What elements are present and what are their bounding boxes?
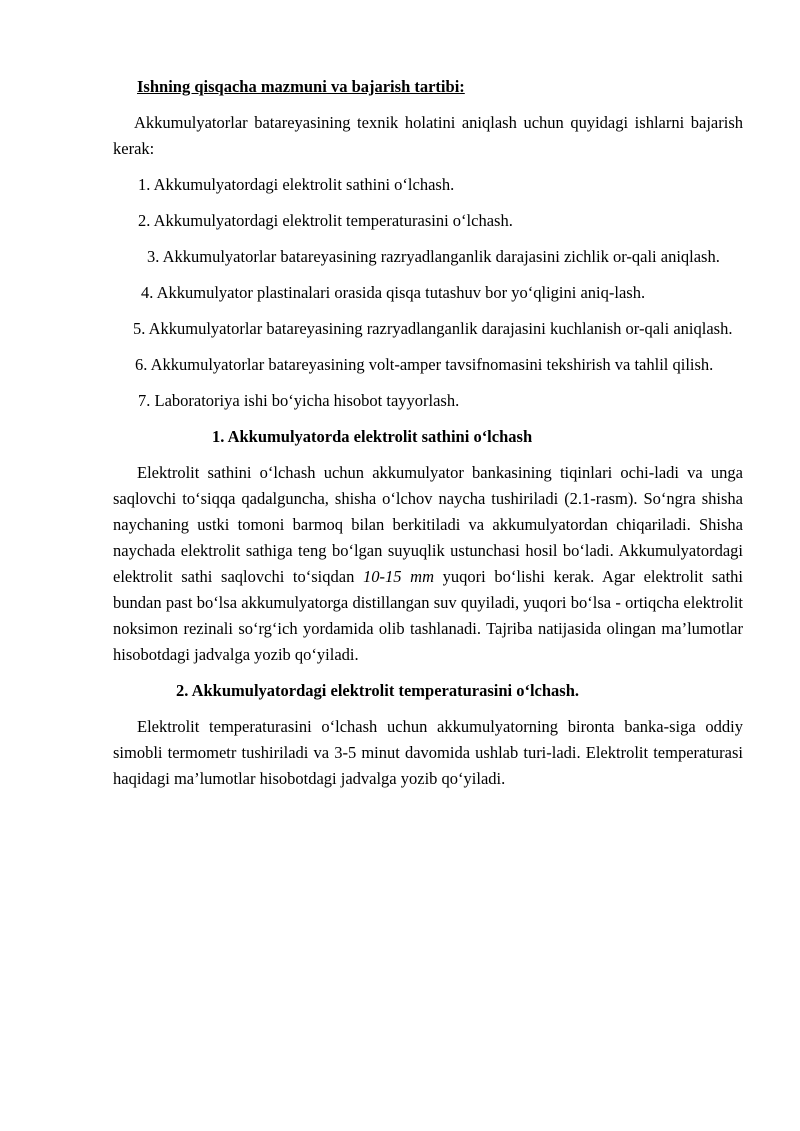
document-page	[113, 74, 743, 792]
list-item: 4. Akkumulyator plastinalari orasida qisqa tutashuv bor yo‘qligini aniq-lash.	[141, 283, 646, 302]
section-1-text-before: Elektrolit sathini o‘lchash uchun akkumulyator bankasining tiqinlari ochi-ladi va unga saqlovchi to‘siqqa qadalguncha, shisha o‘lchov naycha tushiriladi (2.1-rasm). So‘ngra shisha naychaning ustki tomoni barmoq bilan berkitiladi va akkumulyatordan chiqariladi. Shisha naychada elektrolit sathiga teng bo‘lgan suyuqlik ustunchasi hosil bo‘ladi. Akkumulyatordagi elektrolit sathi saqlovchi to‘siqdan	[113, 463, 743, 586]
section-2-paragraph: Elektrolit temperaturasini o‘lchash uchun akkumulyatorning bironta banka-siga oddiy simobli termometr tushiriladi va 3-5 minut davomida ushlab turi-ladi. Elektrolit temperaturasi haqidagi ma’lumotlar hisobotdagi jadvalga yozib qo‘yiladi.	[113, 717, 743, 788]
list-item: 2. Akkumulyatordagi elektrolit temperaturasini o‘lchash.	[138, 211, 513, 230]
page-title: Ishning qisqacha mazmuni va bajarish tartibi:	[137, 77, 465, 96]
section-1-measure: 10-15 mm	[363, 567, 434, 586]
list-item: 6. Akkumulyatorlar batareyasining volt-amper tavsifnomasini tekshirish va tahlil qilish.	[135, 355, 714, 374]
list-item: 1. Akkumulyatordagi elektrolit sathini o‘lchash.	[138, 175, 455, 194]
section-heading-2: 2. Akkumulyatordagi elektrolit temperaturasini o‘lchash.	[176, 681, 580, 700]
list-item: 5. Akkumulyatorlar batareyasining razryadlanganlik darajasini kuchlanish or-qali aniqlash.	[133, 319, 733, 338]
section-1-paragraph	[113, 460, 743, 668]
intro-paragraph: Akkumulyatorlar batareyasining texnik holatini aniqlash uchun quyidagi ishlarni bajarish kerak:	[113, 113, 743, 158]
list-item: 3. Akkumulyatorlar batareyasining razryadlanganlik darajasini zichlik or-qali aniqlash.	[147, 247, 720, 266]
list-item: 7. Laboratoriya ishi bo‘yicha hisobot tayyorlash.	[138, 391, 460, 410]
section-heading-1: 1. Akkumulyatorda elektrolit sathini o‘lchash	[212, 427, 533, 446]
section-1-text-after: yuqori bo‘lishi kerak. Agar elektrolit sathi bundan past bo‘lsa akkumulyatorga distillangan suv quyiladi, yuqori bo‘lsa - ortiqcha elektrolit noksimon rezinali so‘rg‘ich yordamida olib tashlanadi. Tajriba natijasida olingan ma’lumotlar hisobotdagi jadvalga yozib qo‘yiladi.	[113, 567, 743, 664]
